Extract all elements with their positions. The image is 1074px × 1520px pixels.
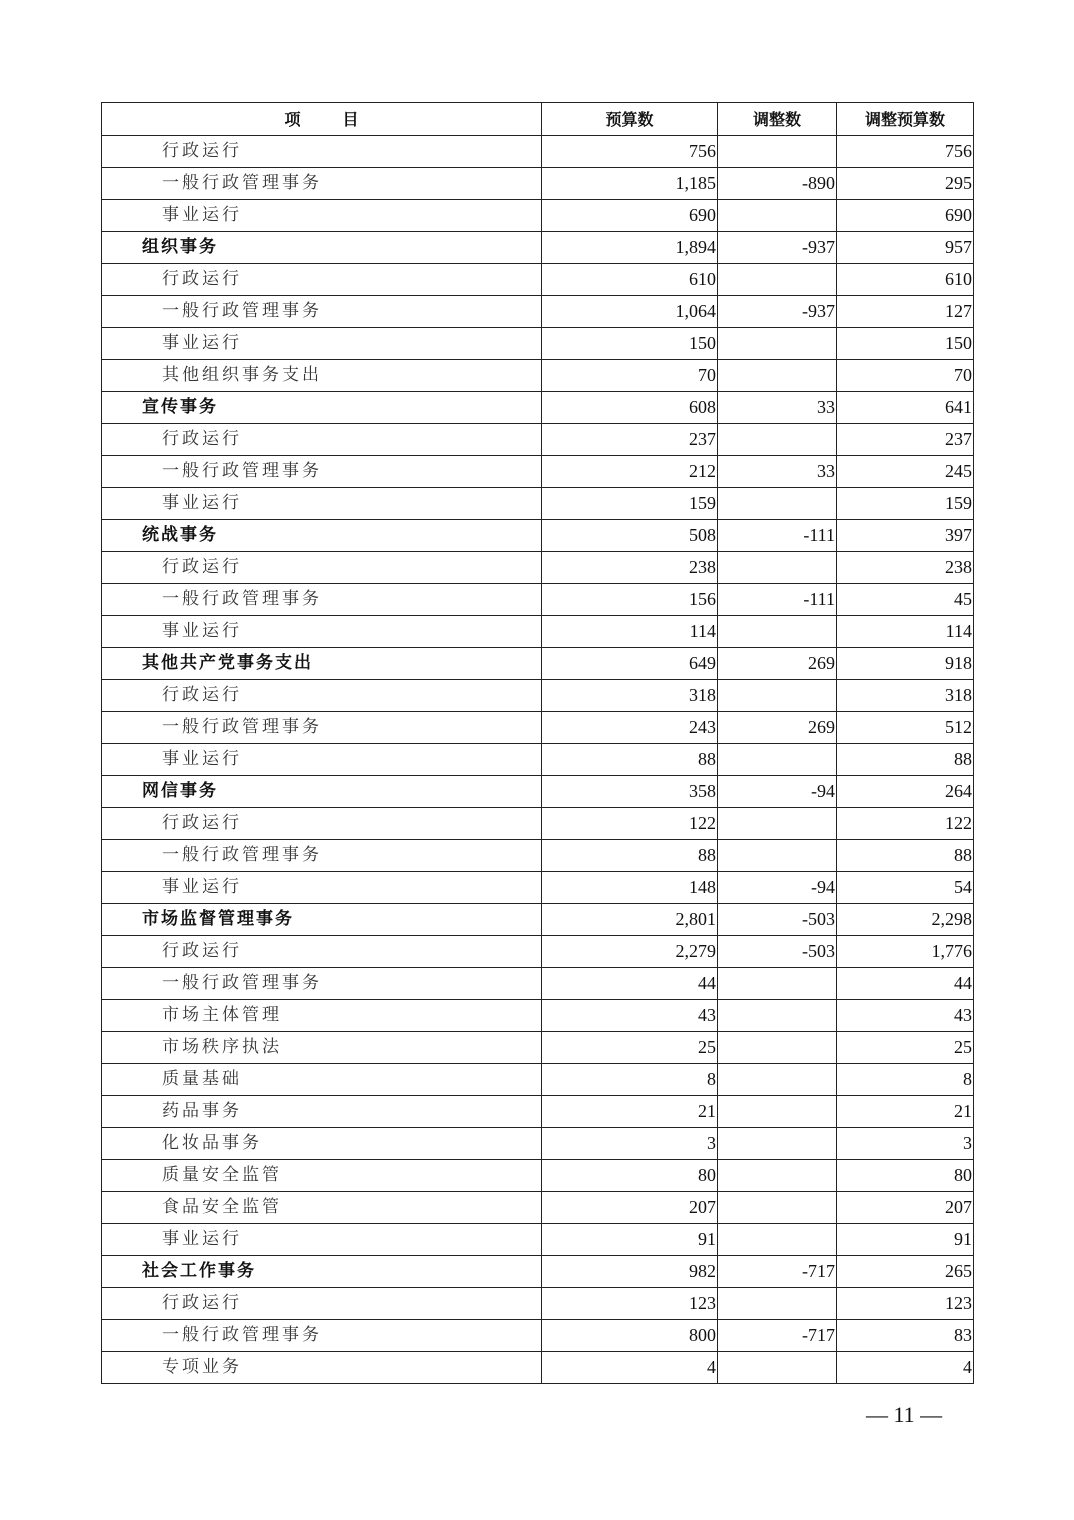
item-cell: 行政运行 <box>102 552 542 584</box>
header-budget: 预算数 <box>542 103 718 136</box>
adjusted-budget-cell: 237 <box>837 424 974 456</box>
item-cell: 行政运行 <box>102 1288 542 1320</box>
budget-cell: 982 <box>542 1256 718 1288</box>
adjusted-budget-cell: 245 <box>837 456 974 488</box>
category-row <box>102 648 974 680</box>
item-cell: 食品安全监管 <box>102 1192 542 1224</box>
table-row <box>102 1352 974 1384</box>
category-row <box>102 232 974 264</box>
adjustment-cell: 269 <box>718 648 837 680</box>
adjusted-budget-cell: 4 <box>837 1352 974 1384</box>
item-cell: 宣传事务 <box>102 392 542 424</box>
adjustment-cell <box>718 1192 837 1224</box>
category-row <box>102 776 974 808</box>
adjusted-budget-cell: 83 <box>837 1320 974 1352</box>
adjustment-cell: -503 <box>718 904 837 936</box>
table-row <box>102 840 974 872</box>
table-row <box>102 1096 974 1128</box>
table-row <box>102 712 974 744</box>
item-cell: 事业运行 <box>102 616 542 648</box>
table-row <box>102 1160 974 1192</box>
item-cell: 专项业务 <box>102 1352 542 1384</box>
budget-cell: 21 <box>542 1096 718 1128</box>
budget-cell: 649 <box>542 648 718 680</box>
item-cell: 组织事务 <box>102 232 542 264</box>
adjustment-cell <box>718 264 837 296</box>
adjusted-budget-cell: 44 <box>837 968 974 1000</box>
table-row <box>102 264 974 296</box>
item-cell: 其他组织事务支出 <box>102 360 542 392</box>
header-item-part2: 目 <box>342 109 359 129</box>
adjusted-budget-cell: 88 <box>837 840 974 872</box>
budget-cell: 159 <box>542 488 718 520</box>
adjustment-cell <box>718 616 837 648</box>
budget-cell: 88 <box>542 744 718 776</box>
budget-cell: 122 <box>542 808 718 840</box>
adjustment-cell <box>718 200 837 232</box>
adjustment-cell <box>718 968 837 1000</box>
table-body <box>102 136 974 1384</box>
page-number: — 11 — <box>866 1402 943 1427</box>
budget-cell: 80 <box>542 1160 718 1192</box>
table-row <box>102 360 974 392</box>
item-cell: 其他共产党事务支出 <box>102 648 542 680</box>
table-row <box>102 168 974 200</box>
adjusted-budget-cell: 610 <box>837 264 974 296</box>
budget-cell: 207 <box>542 1192 718 1224</box>
budget-cell: 1,064 <box>542 296 718 328</box>
budget-cell: 3 <box>542 1128 718 1160</box>
budget-adjustment-table <box>101 102 974 1384</box>
table-header-row <box>102 103 974 136</box>
budget-cell: 358 <box>542 776 718 808</box>
adjustment-cell: -890 <box>718 168 837 200</box>
table-row <box>102 968 974 1000</box>
adjustment-cell <box>718 1032 837 1064</box>
item-cell: 市场主体管理 <box>102 1000 542 1032</box>
budget-cell: 237 <box>542 424 718 456</box>
budget-cell: 800 <box>542 1320 718 1352</box>
item-cell: 事业运行 <box>102 200 542 232</box>
budget-cell: 2,801 <box>542 904 718 936</box>
budget-cell: 756 <box>542 136 718 168</box>
table-row <box>102 200 974 232</box>
adjusted-budget-cell: 70 <box>837 360 974 392</box>
item-cell: 事业运行 <box>102 328 542 360</box>
adjustment-cell: -937 <box>718 296 837 328</box>
budget-cell: 43 <box>542 1000 718 1032</box>
adjustment-cell <box>718 808 837 840</box>
adjustment-cell: -717 <box>718 1256 837 1288</box>
adjustment-cell: -111 <box>718 584 837 616</box>
budget-cell: 91 <box>542 1224 718 1256</box>
adjusted-budget-cell: 512 <box>837 712 974 744</box>
item-cell: 行政运行 <box>102 808 542 840</box>
category-row <box>102 520 974 552</box>
adjusted-budget-cell: 957 <box>837 232 974 264</box>
table-row <box>102 328 974 360</box>
item-cell: 药品事务 <box>102 1096 542 1128</box>
adjustment-cell: -94 <box>718 872 837 904</box>
item-cell: 事业运行 <box>102 1224 542 1256</box>
table-row <box>102 136 974 168</box>
item-cell: 行政运行 <box>102 424 542 456</box>
item-cell: 行政运行 <box>102 936 542 968</box>
table-row <box>102 1192 974 1224</box>
item-cell: 市场监督管理事务 <box>102 904 542 936</box>
adjusted-budget-cell: 21 <box>837 1096 974 1128</box>
budget-cell: 243 <box>542 712 718 744</box>
category-row <box>102 904 974 936</box>
adjusted-budget-cell: 150 <box>837 328 974 360</box>
item-cell: 事业运行 <box>102 744 542 776</box>
table-row <box>102 872 974 904</box>
adjusted-budget-cell: 122 <box>837 808 974 840</box>
table-row <box>102 584 974 616</box>
adjustment-cell <box>718 552 837 584</box>
adjustment-cell <box>718 680 837 712</box>
adjustment-cell: -94 <box>718 776 837 808</box>
adjusted-budget-cell: 238 <box>837 552 974 584</box>
table-row <box>102 296 974 328</box>
adjustment-cell <box>718 1000 837 1032</box>
table-row <box>102 936 974 968</box>
adjusted-budget-cell: 123 <box>837 1288 974 1320</box>
item-cell: 质量安全监管 <box>102 1160 542 1192</box>
item-cell: 一般行政管理事务 <box>102 296 542 328</box>
header-item-part1: 项 <box>284 109 301 129</box>
adjustment-cell: 33 <box>718 456 837 488</box>
adjusted-budget-cell: 159 <box>837 488 974 520</box>
budget-cell: 2,279 <box>542 936 718 968</box>
adjustment-cell <box>718 328 837 360</box>
adjustment-cell: -111 <box>718 520 837 552</box>
item-cell: 一般行政管理事务 <box>102 968 542 1000</box>
table-row <box>102 552 974 584</box>
budget-cell: 70 <box>542 360 718 392</box>
adjustment-cell <box>718 1064 837 1096</box>
adjusted-budget-cell: 127 <box>837 296 974 328</box>
adjusted-budget-cell: 265 <box>837 1256 974 1288</box>
header-adjusted-budget: 调整预算数 <box>837 103 974 136</box>
budget-cell: 88 <box>542 840 718 872</box>
table-row <box>102 680 974 712</box>
item-cell: 一般行政管理事务 <box>102 584 542 616</box>
item-cell: 行政运行 <box>102 264 542 296</box>
budget-cell: 212 <box>542 456 718 488</box>
budget-cell: 150 <box>542 328 718 360</box>
adjustment-cell <box>718 1128 837 1160</box>
item-cell: 质量基础 <box>102 1064 542 1096</box>
adjusted-budget-cell: 114 <box>837 616 974 648</box>
table-row <box>102 1128 974 1160</box>
table-row <box>102 456 974 488</box>
table-row <box>102 1224 974 1256</box>
table-row <box>102 808 974 840</box>
adjusted-budget-cell: 88 <box>837 744 974 776</box>
adjustment-cell: -937 <box>718 232 837 264</box>
item-cell: 一般行政管理事务 <box>102 168 542 200</box>
budget-cell: 238 <box>542 552 718 584</box>
budget-cell: 690 <box>542 200 718 232</box>
item-cell: 化妆品事务 <box>102 1128 542 1160</box>
adjustment-cell: 269 <box>718 712 837 744</box>
item-cell: 社会工作事务 <box>102 1256 542 1288</box>
adjusted-budget-cell: 54 <box>837 872 974 904</box>
budget-cell: 114 <box>542 616 718 648</box>
adjusted-budget-cell: 397 <box>837 520 974 552</box>
adjustment-cell <box>718 840 837 872</box>
budget-cell: 148 <box>542 872 718 904</box>
adjusted-budget-cell: 207 <box>837 1192 974 1224</box>
table-row <box>102 1320 974 1352</box>
adjustment-cell <box>718 424 837 456</box>
budget-cell: 1,185 <box>542 168 718 200</box>
adjustment-cell <box>718 1352 837 1384</box>
category-row <box>102 1256 974 1288</box>
table-row <box>102 1000 974 1032</box>
table-row <box>102 616 974 648</box>
table-row <box>102 1064 974 1096</box>
budget-cell: 156 <box>542 584 718 616</box>
table-row <box>102 488 974 520</box>
budget-cell: 608 <box>542 392 718 424</box>
adjustment-cell <box>718 1288 837 1320</box>
adjusted-budget-cell: 43 <box>837 1000 974 1032</box>
adjustment-cell: 33 <box>718 392 837 424</box>
table-row <box>102 424 974 456</box>
item-cell: 一般行政管理事务 <box>102 1320 542 1352</box>
item-cell: 一般行政管理事务 <box>102 456 542 488</box>
adjustment-cell <box>718 360 837 392</box>
budget-cell: 44 <box>542 968 718 1000</box>
adjusted-budget-cell: 264 <box>837 776 974 808</box>
item-cell: 行政运行 <box>102 680 542 712</box>
item-cell: 网信事务 <box>102 776 542 808</box>
table-row <box>102 744 974 776</box>
adjusted-budget-cell: 756 <box>837 136 974 168</box>
adjusted-budget-cell: 91 <box>837 1224 974 1256</box>
item-cell: 一般行政管理事务 <box>102 712 542 744</box>
table-row <box>102 1032 974 1064</box>
item-cell: 一般行政管理事务 <box>102 840 542 872</box>
budget-cell: 508 <box>542 520 718 552</box>
adjustment-cell: -717 <box>718 1320 837 1352</box>
adjusted-budget-cell: 3 <box>837 1128 974 1160</box>
header-adjustment: 调整数 <box>718 103 837 136</box>
adjustment-cell <box>718 136 837 168</box>
adjustment-cell: -503 <box>718 936 837 968</box>
adjustment-cell <box>718 1224 837 1256</box>
adjusted-budget-cell: 1,776 <box>837 936 974 968</box>
adjusted-budget-cell: 690 <box>837 200 974 232</box>
adjusted-budget-cell: 45 <box>837 584 974 616</box>
adjusted-budget-cell: 918 <box>837 648 974 680</box>
adjusted-budget-cell: 2,298 <box>837 904 974 936</box>
budget-cell: 1,894 <box>542 232 718 264</box>
budget-cell: 610 <box>542 264 718 296</box>
budget-cell: 4 <box>542 1352 718 1384</box>
adjustment-cell <box>718 488 837 520</box>
item-cell: 统战事务 <box>102 520 542 552</box>
adjusted-budget-cell: 295 <box>837 168 974 200</box>
table-row <box>102 1288 974 1320</box>
category-row <box>102 392 974 424</box>
adjustment-cell <box>718 1160 837 1192</box>
budget-cell: 123 <box>542 1288 718 1320</box>
adjusted-budget-cell: 641 <box>837 392 974 424</box>
item-cell: 事业运行 <box>102 872 542 904</box>
adjusted-budget-cell: 25 <box>837 1032 974 1064</box>
item-cell: 行政运行 <box>102 136 542 168</box>
budget-cell: 8 <box>542 1064 718 1096</box>
item-cell: 事业运行 <box>102 488 542 520</box>
budget-cell: 318 <box>542 680 718 712</box>
adjusted-budget-cell: 318 <box>837 680 974 712</box>
adjustment-cell <box>718 744 837 776</box>
adjusted-budget-cell: 8 <box>837 1064 974 1096</box>
header-item <box>102 103 542 136</box>
adjustment-cell <box>718 1096 837 1128</box>
adjusted-budget-cell: 80 <box>837 1160 974 1192</box>
budget-cell: 25 <box>542 1032 718 1064</box>
item-cell: 市场秩序执法 <box>102 1032 542 1064</box>
